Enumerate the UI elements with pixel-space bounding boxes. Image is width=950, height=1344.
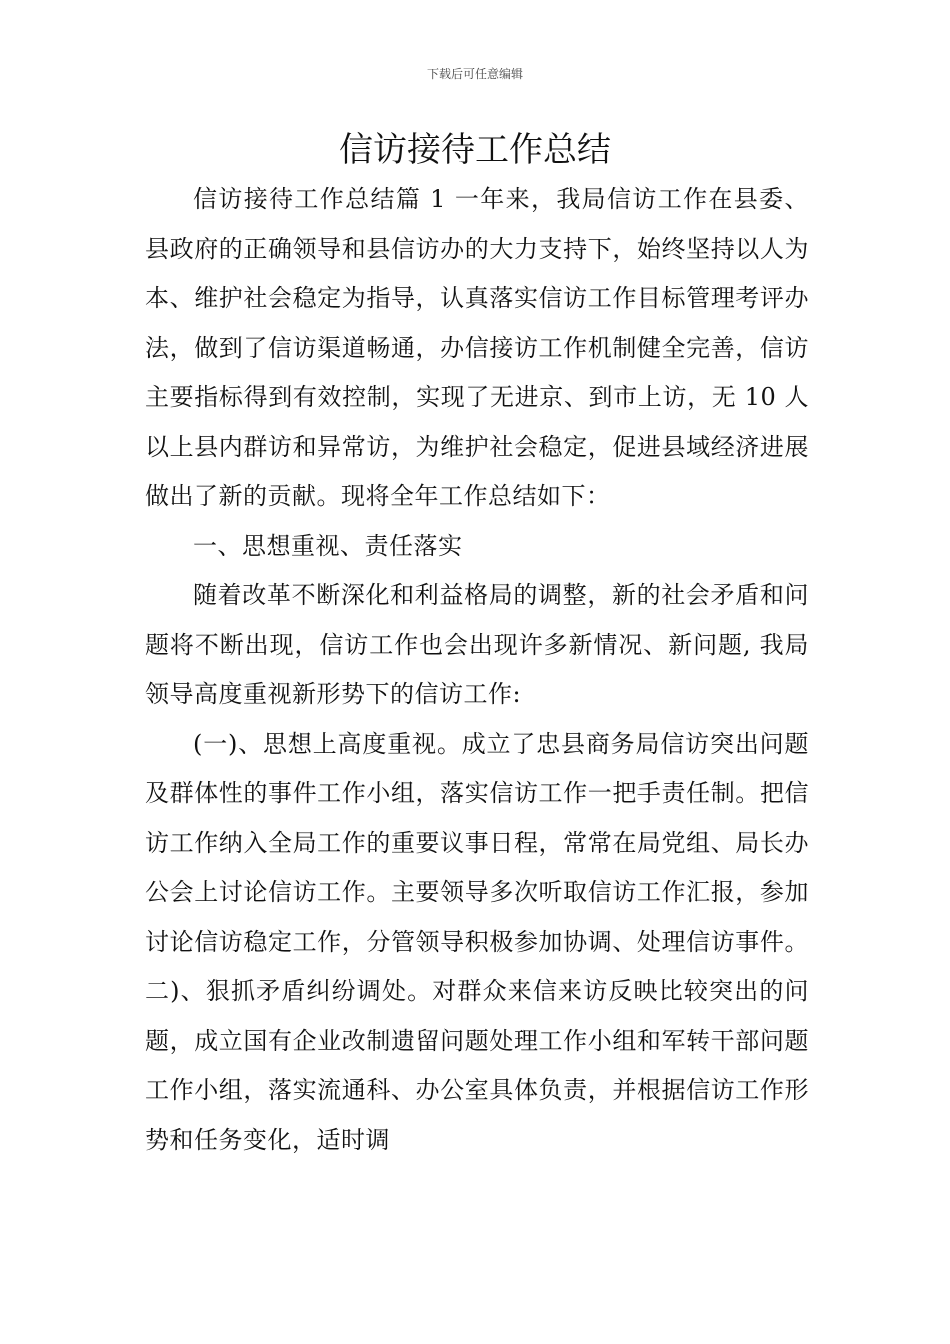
document-title: 信访接待工作总结: [339, 130, 611, 170]
paragraph-context: 随着改革不断深化和利益格局的调整，新的社会矛盾和问题将不断出现，信访工作也会出现许多新情况、新问题, 我局领导高度重视新形势下的信访工作:: [145, 581, 809, 708]
document-body: [145, 175, 809, 1165]
header-note: 下载后可任意编辑: [426, 67, 523, 81]
paragraph-measures: (一)、思想上高度重视。成立了忠县商务局信访突出问题及群体性的事件工作小组，落实信访工作一把手责任制。把信访工作纳入全局工作的重要议事日程，常常在局党组、局长办公会上讨论信访工作。主要领导多次听取信访工作汇报，参加讨论信访稳定工作，分管领导积极参加协调、处理信访事件。二)、狠抓矛盾纠纷调处。对群众来信来访反映比较突出的问题，成立国有企业改制遗留问题处理工作小组和军转干部问题工作小组，落实流通科、办公室具体负责，并根据信访工作形势和任务变化，适时调: [145, 729, 809, 1154]
paragraph-intro: 信访接待工作总结篇 1 一年来，我局信访工作在县委、县政府的正确领导和县信访办的大力支持下，始终坚持以人为本、维护社会稳定为指导，认真落实信访工作目标管理考评办法，做到了信访渠道畅通，办信接访工作机制健全完善，信访主要指标得到有效控制，实现了无进京、到市上访，无 10 人以上县内群访和异常访，为维护社会稳定，促进县域经济进展做出了新的贡献。现将全年工作总结如下：: [145, 185, 809, 510]
section-heading-1: 一、思想重视、责任落实: [193, 531, 463, 560]
